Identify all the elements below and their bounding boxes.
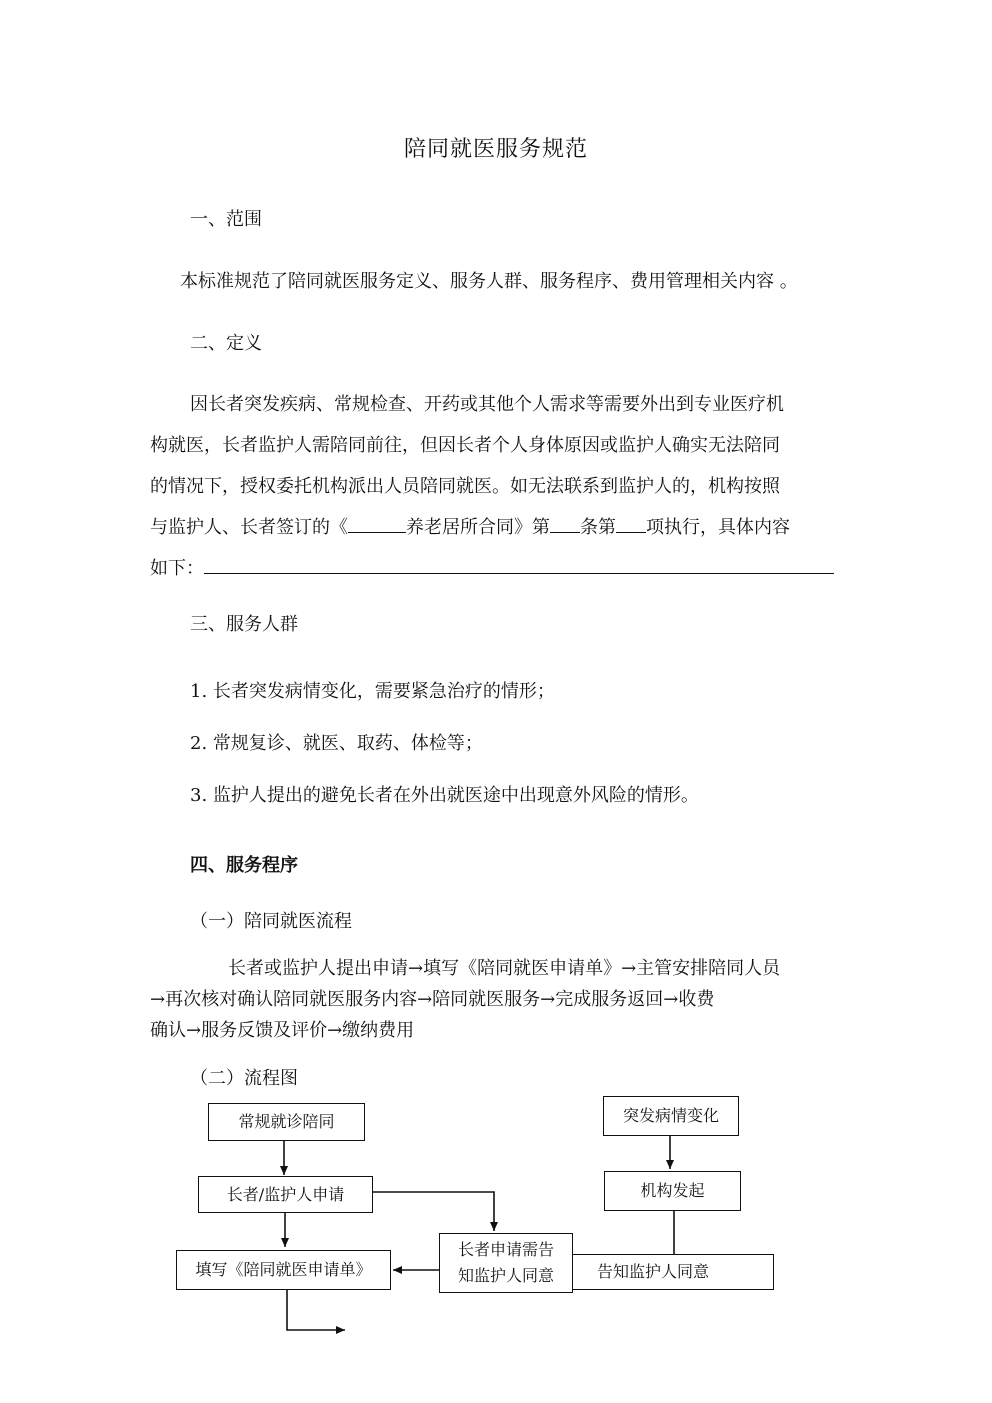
flow-line: 长者或监护人提出申请→填写《陪同就医申请单》→主管安排陪同人员 bbox=[228, 958, 781, 979]
arrow-form-onward bbox=[287, 1290, 345, 1330]
box-label: 机构发起 bbox=[640, 1181, 705, 1200]
contract-name-blank[interactable] bbox=[348, 516, 406, 533]
definition-line: 构就医，长者监护人需陪同前往，但因长者个人身体原因或监护人确实无法陪同 bbox=[150, 435, 780, 456]
box-notify-guardian bbox=[439, 1233, 573, 1293]
arrow-apply-to-notify bbox=[372, 1192, 494, 1231]
section-population-heading: 三、服务人群 bbox=[190, 614, 298, 635]
flowchart-subheading: （二）流程图 bbox=[190, 1068, 298, 1089]
definition-line-with-blanks bbox=[150, 507, 842, 548]
box-label: 告知监护人同意 bbox=[597, 1262, 710, 1281]
box-institution-initiates bbox=[604, 1171, 741, 1211]
box-label: 常规就诊陪同 bbox=[238, 1112, 335, 1131]
procedure-flow-text bbox=[150, 953, 850, 1046]
section-procedure-heading: 四、服务程序 bbox=[190, 855, 298, 876]
details-blank[interactable] bbox=[204, 557, 834, 574]
box-label: 知监护人同意 bbox=[457, 1266, 554, 1285]
definition-text: 养老居所合同》第 bbox=[406, 517, 550, 538]
definition-text: 与监护人、长者签订的《 bbox=[150, 517, 348, 538]
page-title: 陪同就医服务规范 bbox=[403, 137, 588, 162]
definition-line: 的情况下，授权委托机构派出人员陪同就医。如无法联系到监护人的，机构按照 bbox=[150, 476, 780, 497]
box-fill-form bbox=[176, 1250, 391, 1290]
box-label: 长者申请需告 bbox=[457, 1240, 554, 1259]
flow-line: 确认→服务反馈及评价→缴纳费用 bbox=[150, 1020, 415, 1041]
item-number-blank[interactable] bbox=[616, 516, 646, 533]
box-label: 填写《陪同就医申请单》 bbox=[195, 1260, 372, 1279]
definition-text: 条第 bbox=[580, 517, 616, 538]
population-item: 2. 常规复诊、就医、取药、体检等； bbox=[190, 733, 483, 754]
definition-line-with-blank bbox=[150, 548, 842, 589]
definition-text: 项执行，具体内容 bbox=[646, 517, 790, 538]
box-label: 长者/监护人申请 bbox=[226, 1184, 345, 1204]
population-item: 1. 长者突发病情变化，需要紧急治疗的情形； bbox=[190, 681, 555, 702]
box-label: 突发病情变化 bbox=[622, 1106, 719, 1125]
section-definition-heading: 二、定义 bbox=[190, 333, 262, 354]
box-inform-guardian bbox=[572, 1254, 774, 1290]
box-apply bbox=[198, 1176, 373, 1213]
population-item: 3. 监护人提出的避免长者在外出就医途中出现意外风险的情形。 bbox=[190, 785, 699, 806]
section-scope-text: 本标准规范了陪同就医服务定义、服务人群、服务程序、费用管理相关内容 。 bbox=[180, 271, 798, 292]
definition-text: 如下： bbox=[150, 558, 204, 579]
box-routine-visit bbox=[208, 1103, 365, 1141]
section-scope-heading: 一、范围 bbox=[190, 209, 262, 230]
definition-line: 因长者突发疾病、常规检查、开药或其他个人需求等需要外出到专业医疗机 bbox=[190, 394, 784, 415]
procedure-subheading: （一）陪同就医流程 bbox=[190, 911, 352, 932]
section-definition-paragraph bbox=[150, 384, 842, 589]
article-number-blank[interactable] bbox=[550, 516, 580, 533]
box-sudden-change bbox=[603, 1096, 739, 1136]
flow-line: →再次核对确认陪同就医服务内容→陪同就医服务→完成服务返回→收费 bbox=[150, 989, 715, 1010]
